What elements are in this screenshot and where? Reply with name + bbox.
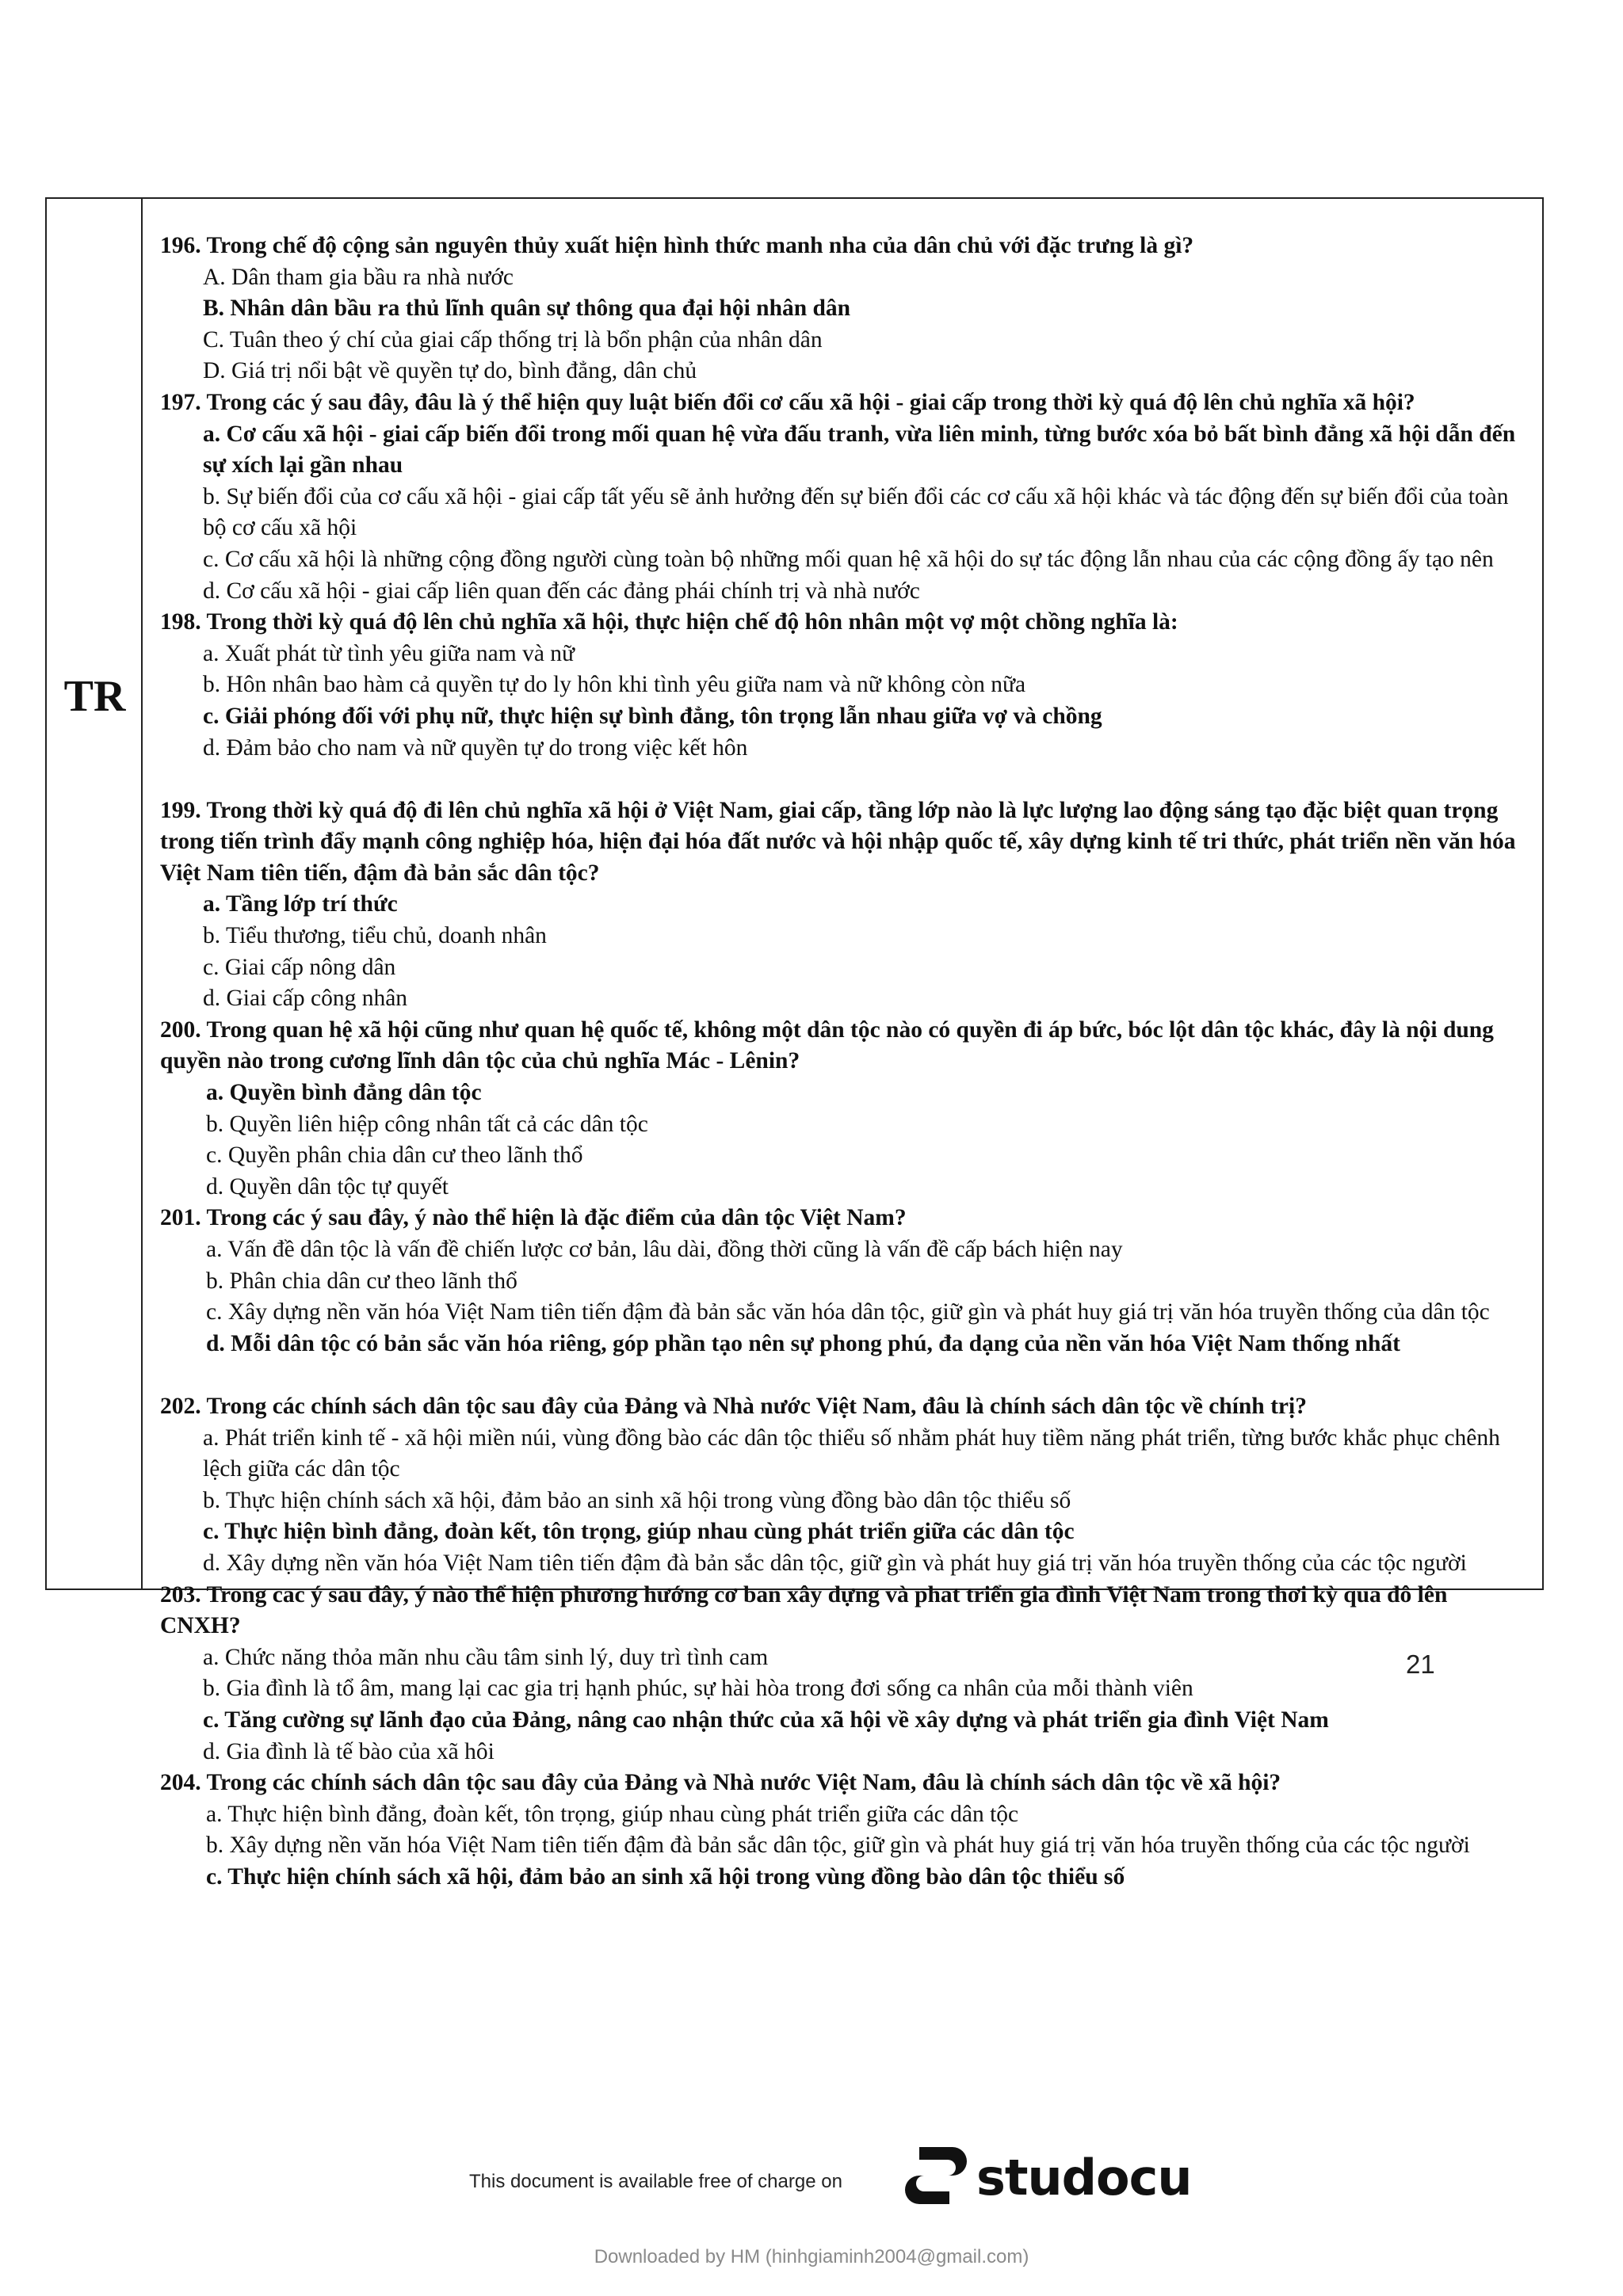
spacer [160,1360,1527,1391]
studocu-logo-icon [902,2142,970,2213]
option-answer: B. Nhân dân bầu ra thủ lĩnh quân sự thông qua đại hội nhân dân [203,296,851,322]
option: a. Vấn đề dân tộc là vấn đề chiến lược cơ bản, lâu dài, đồng thời cũng là vấn đề cấp bách hiện nay [206,1237,1123,1262]
option-answer: a. Cơ cấu xã hội - giai cấp biến đổi trong mối quan hệ vừa đấu tranh, vừa liên minh, từng bước xóa bỏ bất bình đẳng xã hội dẫn đến sự xích lại gần nhau [203,421,1516,479]
option: d. Quyền dân tộc tự quyết [206,1173,449,1199]
question-201: 201. Trong các ý sau đây, ý nào thể hiện là đặc điểm của dân tộc Việt Nam? [160,1205,907,1231]
download-note: Downloaded by HM (hinhgiaminh2004@gmail.com) [594,2246,1029,2267]
option: b. Xây dựng nền văn hóa Việt Nam tiên tiến đậm đà bản sắc dân tộc, giữ gìn và phát huy giá trị văn hóa truyền thống của các tộc người [206,1833,1470,1859]
footer-note: This document is available free of charge on [469,2171,842,2192]
spacer [160,764,1527,795]
option: c. Cơ cấu xã hội là những cộng đồng người cùng toàn bộ những mối quan hệ xã hội do sự tác động lẫn nhau của các cộng đồng ấy tạo nên [203,546,1494,572]
option: b. Quyền liên hiệp công nhân tất cả các dân tộc [206,1111,648,1137]
option: A. Dân tham gia bầu ra nhà nước [203,264,514,290]
option: a. Chức năng thỏa mãn nhu cầu tâm sinh lý, duy trì tình cam [203,1644,769,1670]
option: c. Giai cấp nông dân [203,954,396,980]
option: C. Tuân theo ý chí của giai cấp thống trị là bổn phận của nhân dân [203,326,823,353]
option: b. Hôn nhân bao hàm cả quyền tự do ly hôn khi tình yêu giữa nam và nữ không còn nữa [203,672,1026,698]
option: b. Phân chia dân cư theo lãnh thổ [206,1268,517,1294]
option-answer: c. Thực hiện chính sách xã hội, đảm bảo an sinh xã hội trong vùng đồng bào dân tộc thiểu số [206,1863,1125,1890]
option: c. Xây dựng nền văn hóa Việt Nam tiên tiến đậm đà bản sắc văn hóa dân tộc, giữ gìn và phát huy giá trị văn hóa truyền thống của dân tộc [206,1299,1490,1325]
option: D. Giá trị nổi bật về quyền tự do, bình đẳng, dân chủ [203,358,697,384]
question-204: 204. Trong các chính sách dân tộc sau đây của Đảng và Nhà nước Việt Nam, đâu là chính sách dân tộc về xã hội? [160,1770,1281,1796]
question-list [160,231,1527,1893]
option: d. Xây dựng nền văn hóa Việt Nam tiên tiến đậm đà bản sắc dân tộc, giữ gìn và phát huy giá trị văn hóa truyền thống của các tộc người [203,1550,1467,1576]
studocu-brand: studocu [976,2149,1192,2206]
option-answer: c. Giải phóng đối với phụ nữ, thực hiện sự bình đẳng, tôn trọng lẫn nhau giữa vợ và chồng [203,703,1102,729]
option-answer: a. Quyền bình đẳng dân tộc [206,1080,482,1106]
option: a. Xuất phát từ tình yêu giữa nam và nữ [203,640,575,666]
option: d. Đảm bảo cho nam và nữ quyền tự do trong việc kết hôn [203,734,748,761]
question-196: 196. Trong chế độ cộng sản nguyên thủy xuất hiện hình thức manh nha của dân chủ với đặc trưng là gì? [160,233,1194,258]
option-answer: c. Thực hiện bình đẳng, đoàn kết, tôn trọng, giúp nhau cùng phát triển giữa các dân tộc [203,1519,1075,1545]
question-197: 197. Trong các ý sau đây, đâu là ý thể hiện quy luật biến đổi cơ cấu xã hội - giai cấp trong thời kỳ quá độ lên chủ nghĩa xã hội? [160,389,1415,415]
question-199: 199. Trong thời kỳ quá độ đi lên chủ nghĩa xã hội ở Việt Nam, giai cấp, tầng lớp nào là lực lượng lao động sáng tạo đặc biệt quan trọng trong tiến trình đẩy mạnh công nghiệp hóa, hiện đại hóa đất nước và hội nhập quốc tế, xây dựng kinh tế tri thức, phát triển nền văn hóa Việt Nam tiên tiến, đậm đà bản sắc dân tộc? [160,797,1516,886]
label-column [47,199,143,1589]
option: d. Gia đình là tế bào của xã hôi [203,1738,495,1764]
option: b. Sự biến đổi của cơ cấu xã hội - giai cấp tất yếu sẽ ảnh hưởng đến sự biến đổi các cơ cấu xã hội khác và tác động đến sự biến đổi của toàn bộ cơ cấu xã hội [203,483,1509,541]
option: a. Phát triển kinh tế - xã hội miền núi, vùng đồng bào các dân tộc thiểu số nhằm phát huy tiềm năng phát triển, từng bước khắc phục chênh lệch giữa các dân tộc [203,1425,1500,1482]
question-203: 203. Trong cac ý sau đây, ý nào thể hiện phương hướng cơ ban xây dựng và phat triển gia đình Việt Nam trong thơi kỳ qua đô lên CNXH? [160,1581,1448,1639]
option: d. Cơ cấu xã hội - giai cấp liên quan đến các đảng phái chính trị và nhà nước [203,578,920,604]
section-label: TR [63,672,126,721]
studocu-logo[interactable] [902,2142,1192,2213]
option: b. Gia đình là tổ âm, mang lại cac gia trị hạnh phúc, sự hài hòa trong đơi sống ca nhân của mỗi thành viên [203,1676,1193,1702]
option: b. Thực hiện chính sách xã hội, đảm bảo an sinh xã hội trong vùng đồng bào dân tộc thiểu số [203,1487,1071,1513]
page-number: 21 [1406,1650,1435,1679]
option-answer: a. Tầng lớp trí thức [203,891,398,917]
question-198: 198. Trong thời kỳ quá độ lên chủ nghĩa xã hội, thực hiện chế độ hôn nhân một vợ một chồng nghĩa là: [160,609,1178,635]
option: d. Giai cấp công nhân [203,986,408,1012]
option: c. Quyền phân chia dân cư theo lãnh thổ [206,1142,583,1169]
option-answer: c. Tăng cường sự lãnh đạo của Đảng, nâng cao nhận thức của xã hội về xây dựng và phát triển gia đình Việt Nam [203,1707,1329,1733]
option-answer: d. Mỗi dân tộc có bản sắc văn hóa riêng, góp phần tạo nên sự phong phú, đa dạng của nền văn hóa Việt Nam thống nhất [206,1330,1400,1356]
option: b. Tiểu thương, tiểu chủ, doanh nhân [203,923,547,949]
option: a. Thực hiện bình đẳng, đoàn kết, tôn trọng, giúp nhau cùng phát triển giữa các dân tộc [206,1801,1019,1827]
question-200: 200. Trong quan hệ xã hội cũng như quan hệ quốc tế, không một dân tộc nào có quyền đi áp bức, bóc lột dân tộc khác, đây là nội dung quyền nào trong cương lĩnh dân tộc của chủ nghĩa Mác - Lênin? [160,1016,1494,1074]
question-202: 202. Trong các chính sách dân tộc sau đây của Đảng và Nhà nước Việt Nam, đâu là chính sách dân tộc về chính trị? [160,1393,1307,1419]
